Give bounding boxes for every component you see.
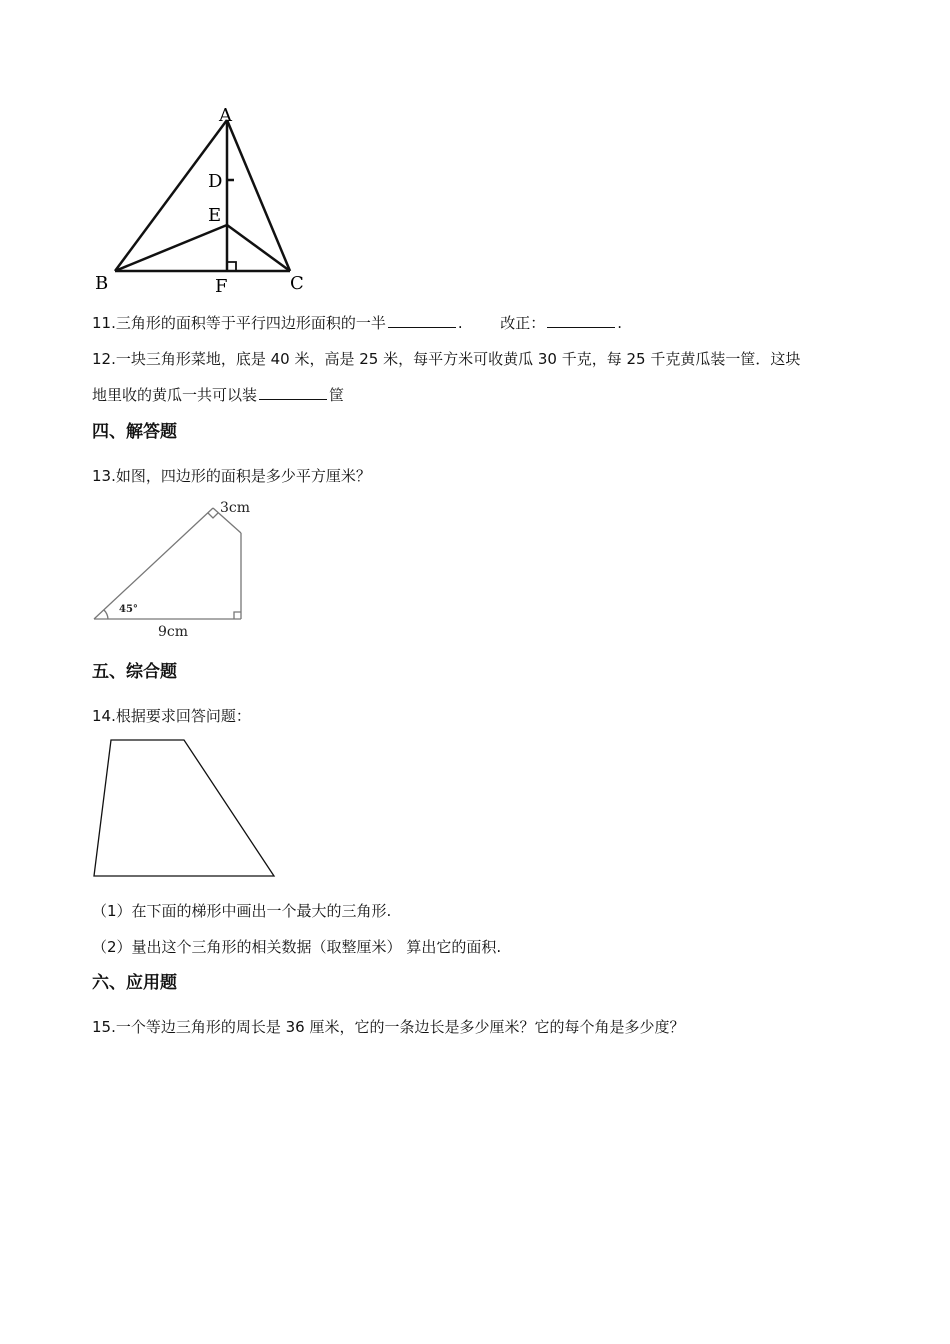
quad-top-label: 3cm [220, 500, 251, 516]
question-14-sub2: （2）量出这个三角形的相关数据（取整厘米） 算出它的面积. [92, 938, 502, 956]
q11-fix-label: 改正： [500, 314, 546, 332]
section-5-heading: 五、综合题 [92, 662, 177, 682]
quad-base-label: 9cm [158, 624, 189, 640]
q11-end2: . [617, 314, 622, 332]
q12-unit: 筐 [329, 386, 345, 404]
label-b: B [95, 273, 109, 294]
quad-angle-label: 45° [119, 604, 138, 615]
label-c: C [290, 273, 304, 294]
label-f: F [215, 276, 228, 297]
q11-text: 11.三角形的面积等于平行四边形面积的一半 [92, 314, 386, 332]
label-e: E [208, 205, 222, 226]
question-11 [92, 313, 622, 333]
quadrilateral-figure [88, 495, 268, 645]
quad-hypotenuse [94, 508, 213, 619]
section-4-heading: 四、解答题 [92, 422, 177, 442]
q12-answer-blank[interactable] [259, 385, 327, 400]
trapezoid-shape [94, 740, 274, 876]
question-15: 15.一个等边三角形的周长是 36 厘米，它的一条边长是多少厘米？它的每个角是多少度？ [92, 1018, 685, 1036]
question-14-sub1: （1）在下面的梯形中画出一个最大的三角形. [92, 902, 392, 920]
quad-angle-arc [104, 610, 108, 619]
quad-right-angle-bottom [234, 612, 241, 619]
label-d: D [208, 171, 223, 192]
section-6-heading: 六、应用题 [92, 973, 177, 993]
question-12-line1: 12.一块三角形菜地，底是 40 米，高是 25 米，每平方米可收黄瓜 30 千克，每 25 千克黄瓜装一筐．这块 [92, 350, 801, 368]
quad-right-angle-top [208, 513, 218, 518]
q11-fix-blank[interactable] [547, 313, 615, 328]
trapezoid-figure [88, 734, 288, 884]
q12-text: 地里收的黄瓜一共可以装 [92, 386, 258, 404]
question-12-line2 [92, 385, 344, 405]
label-a: A [219, 105, 232, 126]
q11-answer-blank[interactable] [388, 313, 456, 328]
question-14: 14.根据要求回答问题： [92, 707, 251, 725]
q11-end1: . [457, 314, 463, 332]
triangle-abc-figure [90, 100, 330, 300]
right-angle-marker [227, 262, 236, 271]
question-13: 13.如图，四边形的面积是多少平方厘米？ [92, 467, 371, 485]
